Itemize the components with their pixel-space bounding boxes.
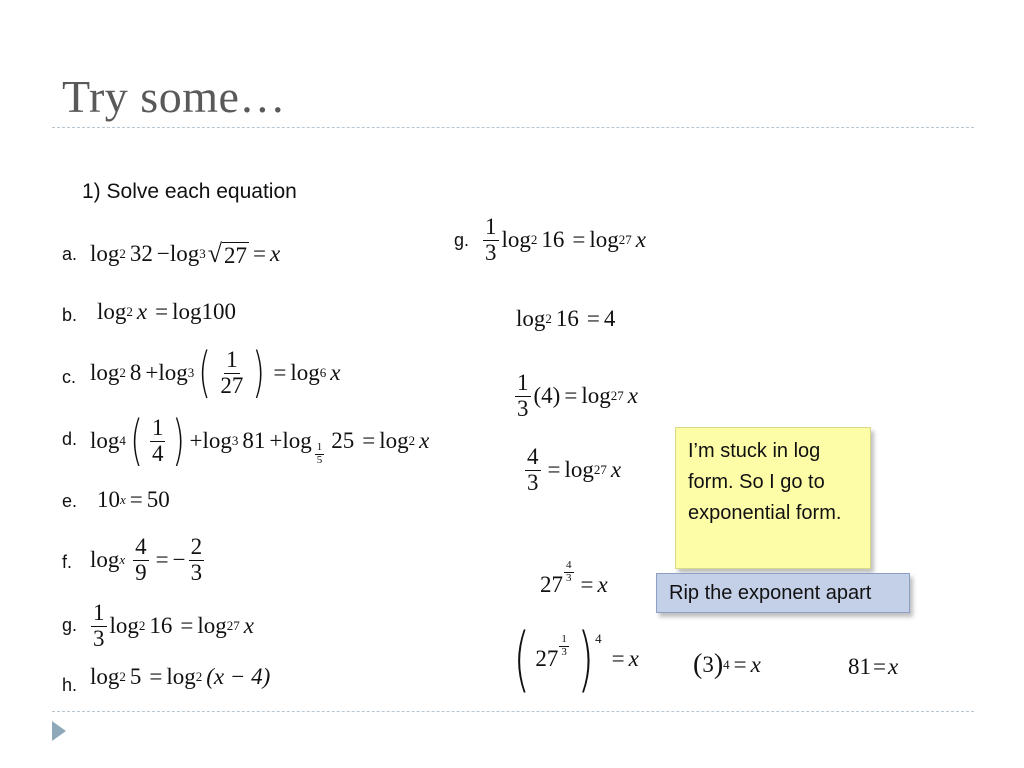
argument: 8 xyxy=(129,360,142,385)
problem-d-label: d. xyxy=(62,429,78,449)
argument: 5 xyxy=(129,664,142,689)
argument: (x − 4) xyxy=(206,664,271,689)
problem-d-equation xyxy=(90,405,433,477)
equals-sign: = xyxy=(611,646,625,671)
slide-title: Try some… xyxy=(62,71,286,122)
numerator: 1 xyxy=(517,370,529,396)
fraction xyxy=(515,371,531,420)
left-paren: ( xyxy=(513,618,530,700)
problem-f-label: f. xyxy=(62,552,73,572)
problem-b-equation xyxy=(97,294,236,330)
fraction xyxy=(483,215,499,264)
log-text: log xyxy=(197,613,227,638)
variable-x: x xyxy=(270,241,281,266)
log-text: log xyxy=(282,428,312,453)
numerator: 4 xyxy=(135,534,147,560)
log-base: 2 xyxy=(138,618,146,633)
minus-sign: − xyxy=(156,241,170,266)
next-slide-arrow-icon[interactable] xyxy=(52,721,66,741)
multiplier: (4) xyxy=(533,383,561,408)
log-base: 2 xyxy=(119,246,126,261)
worked-step8 xyxy=(848,649,898,685)
base-number: 27 xyxy=(535,646,559,671)
log-text: log xyxy=(501,227,531,252)
variable-x: x xyxy=(635,227,646,252)
problem-c-equation xyxy=(90,338,345,408)
plus-sign: + xyxy=(189,428,203,453)
variable-x: x xyxy=(887,654,899,679)
log-text: log xyxy=(90,241,120,266)
variable-x: x xyxy=(243,613,254,638)
log-base: 2 xyxy=(119,365,126,380)
numerator: 2 xyxy=(190,534,203,560)
denominator: 3 xyxy=(517,395,529,421)
right-paren: ) xyxy=(713,649,724,680)
base-number: 10 xyxy=(97,487,120,512)
fraction xyxy=(189,535,205,584)
numerator: 1 xyxy=(485,214,497,240)
worked-g-label: g. xyxy=(454,230,470,250)
problem-a-equation xyxy=(90,234,280,274)
argument: 25 xyxy=(331,428,355,453)
log-base: 2 xyxy=(545,311,552,326)
log-text: log xyxy=(97,299,127,324)
log-text: log xyxy=(166,664,196,689)
numerator: 4 xyxy=(566,558,572,571)
left-paren: ( xyxy=(198,341,212,404)
denominator: 4 xyxy=(151,440,164,466)
equals-sign: = xyxy=(572,227,586,252)
log-base: 2 xyxy=(530,232,538,247)
argument: 81 xyxy=(242,428,266,453)
variable-x: x xyxy=(597,572,608,597)
variable-x: x xyxy=(419,428,430,453)
variable-x: x xyxy=(750,652,761,677)
problem-f-equation xyxy=(90,528,207,592)
numerator: 1 xyxy=(316,440,323,453)
stuck-callout: I’m stuck in log form. So I go to exponential form. xyxy=(675,427,871,569)
numerator: 1 xyxy=(226,347,238,373)
log-text: log xyxy=(516,306,546,331)
left-paren: ( xyxy=(130,409,143,472)
denominator: 3 xyxy=(527,469,539,495)
log-text: log xyxy=(589,227,619,252)
log-base: 4 xyxy=(119,433,126,448)
equals-sign: = xyxy=(155,547,169,572)
rhs-value: log100 xyxy=(172,299,236,324)
minus-sign: − xyxy=(172,547,186,572)
numerator: 1 xyxy=(561,632,567,645)
denominator: 27 xyxy=(220,372,244,398)
right-paren: ) xyxy=(172,409,186,472)
fraction-exponent xyxy=(559,634,569,658)
sqrt-symbol: √ 27 xyxy=(207,239,248,268)
base-number: 27 xyxy=(540,572,563,597)
variable-x: x xyxy=(628,646,639,671)
problem-a-label: a. xyxy=(62,244,78,264)
worked-step6 xyxy=(508,616,639,702)
log-text: log xyxy=(90,428,120,453)
equals-sign: = xyxy=(586,306,600,331)
log-base: 2 xyxy=(195,669,203,684)
radicand: 27 xyxy=(224,243,248,268)
right-paren: ) xyxy=(252,341,266,404)
log-base: x xyxy=(119,552,126,567)
left-paren: ( xyxy=(693,649,703,680)
argument: 16 xyxy=(555,306,579,331)
worked-step5 xyxy=(540,560,608,610)
equals-sign: = xyxy=(180,613,194,638)
log-base: 2 xyxy=(126,304,133,319)
numerator: 1 xyxy=(151,415,164,441)
footer-divider xyxy=(52,711,974,712)
log-text: log xyxy=(379,428,409,453)
problem-h-equation xyxy=(90,659,270,695)
log-base: 2 xyxy=(408,433,416,448)
problem-e-label: e. xyxy=(62,491,78,511)
numerator: 1 xyxy=(93,600,105,626)
denominator: 9 xyxy=(135,559,147,585)
plus-sign: + xyxy=(269,428,283,453)
fraction-base xyxy=(315,442,325,466)
fraction xyxy=(133,535,149,584)
worked-step2 xyxy=(516,301,615,337)
argument: 32 xyxy=(129,241,153,266)
exponent: x xyxy=(120,492,126,507)
log-text: log xyxy=(202,428,232,453)
equals-sign: = xyxy=(362,428,376,453)
equals-sign: = xyxy=(580,572,594,597)
rhs-value: 50 xyxy=(146,487,170,512)
denominator: 3 xyxy=(485,239,497,265)
log-text: log xyxy=(581,383,611,408)
denominator: 5 xyxy=(316,453,323,466)
equals-sign: = xyxy=(155,299,169,324)
result-value: 81 xyxy=(848,654,871,679)
variable-x: x xyxy=(330,360,341,385)
argument: 16 xyxy=(149,613,173,638)
plus-sign: + xyxy=(145,360,159,385)
problem-g-equation xyxy=(88,594,258,658)
log-text: log xyxy=(109,613,139,638)
fraction xyxy=(91,601,107,650)
rip-exponent-callout: Rip the exponent apart xyxy=(656,573,910,613)
log-base: 27 xyxy=(226,618,240,633)
denominator: 3 xyxy=(561,645,567,658)
variable-x: x xyxy=(136,299,148,324)
log-base: 2 xyxy=(119,669,126,684)
title-divider xyxy=(52,127,974,128)
log-text: log xyxy=(564,457,594,482)
log-text: log xyxy=(290,360,320,385)
variable-x: x xyxy=(627,383,638,408)
denominator: 3 xyxy=(190,559,203,585)
base-number: 3 xyxy=(702,652,714,677)
outer-exponent: 4 xyxy=(723,657,730,672)
fraction xyxy=(525,445,541,494)
log-text: log xyxy=(169,241,200,266)
instruction-text: 1) Solve each equation xyxy=(82,180,297,203)
log-base: 27 xyxy=(618,232,632,247)
log-base: 27 xyxy=(610,388,624,403)
argument: 16 xyxy=(541,227,565,252)
numerator: 4 xyxy=(527,444,539,470)
problem-c-label: c. xyxy=(62,367,77,387)
equals-sign: = xyxy=(873,654,886,679)
denominator: 3 xyxy=(93,625,105,651)
log-base: 27 xyxy=(593,462,607,477)
log-base: 6 xyxy=(319,365,327,380)
worked-step7 xyxy=(693,645,761,685)
rhs-value: 4 xyxy=(603,306,616,331)
log-text: log xyxy=(158,360,188,385)
equals-sign: = xyxy=(253,241,267,266)
log-text: log xyxy=(90,664,120,689)
equals-sign: = xyxy=(273,360,287,385)
log-base: 3 xyxy=(187,365,195,380)
equals-sign: = xyxy=(564,383,578,408)
variable-x: x xyxy=(610,457,622,482)
fraction xyxy=(218,348,245,397)
fraction xyxy=(150,416,166,465)
fraction-exponent xyxy=(564,560,574,584)
log-base: 3 xyxy=(199,246,206,261)
log-text: log xyxy=(90,547,120,572)
log-base: 3 xyxy=(231,433,239,448)
denominator: 3 xyxy=(566,571,572,584)
worked-step3 xyxy=(512,364,642,428)
problem-b-label: b. xyxy=(62,305,78,325)
equals-sign: = xyxy=(733,652,747,677)
equals-sign: = xyxy=(547,457,561,482)
outer-exponent: 4 xyxy=(595,631,602,646)
worked-step4 xyxy=(522,438,625,502)
equals-sign: = xyxy=(129,487,143,512)
right-paren: ) xyxy=(577,618,594,700)
equals-sign: = xyxy=(149,664,163,689)
problem-h-label: h. xyxy=(62,675,78,695)
problem-e-equation xyxy=(97,482,170,518)
worked-step1 xyxy=(480,208,650,272)
log-text: log xyxy=(90,360,120,385)
problem-g-label: g. xyxy=(62,615,78,635)
